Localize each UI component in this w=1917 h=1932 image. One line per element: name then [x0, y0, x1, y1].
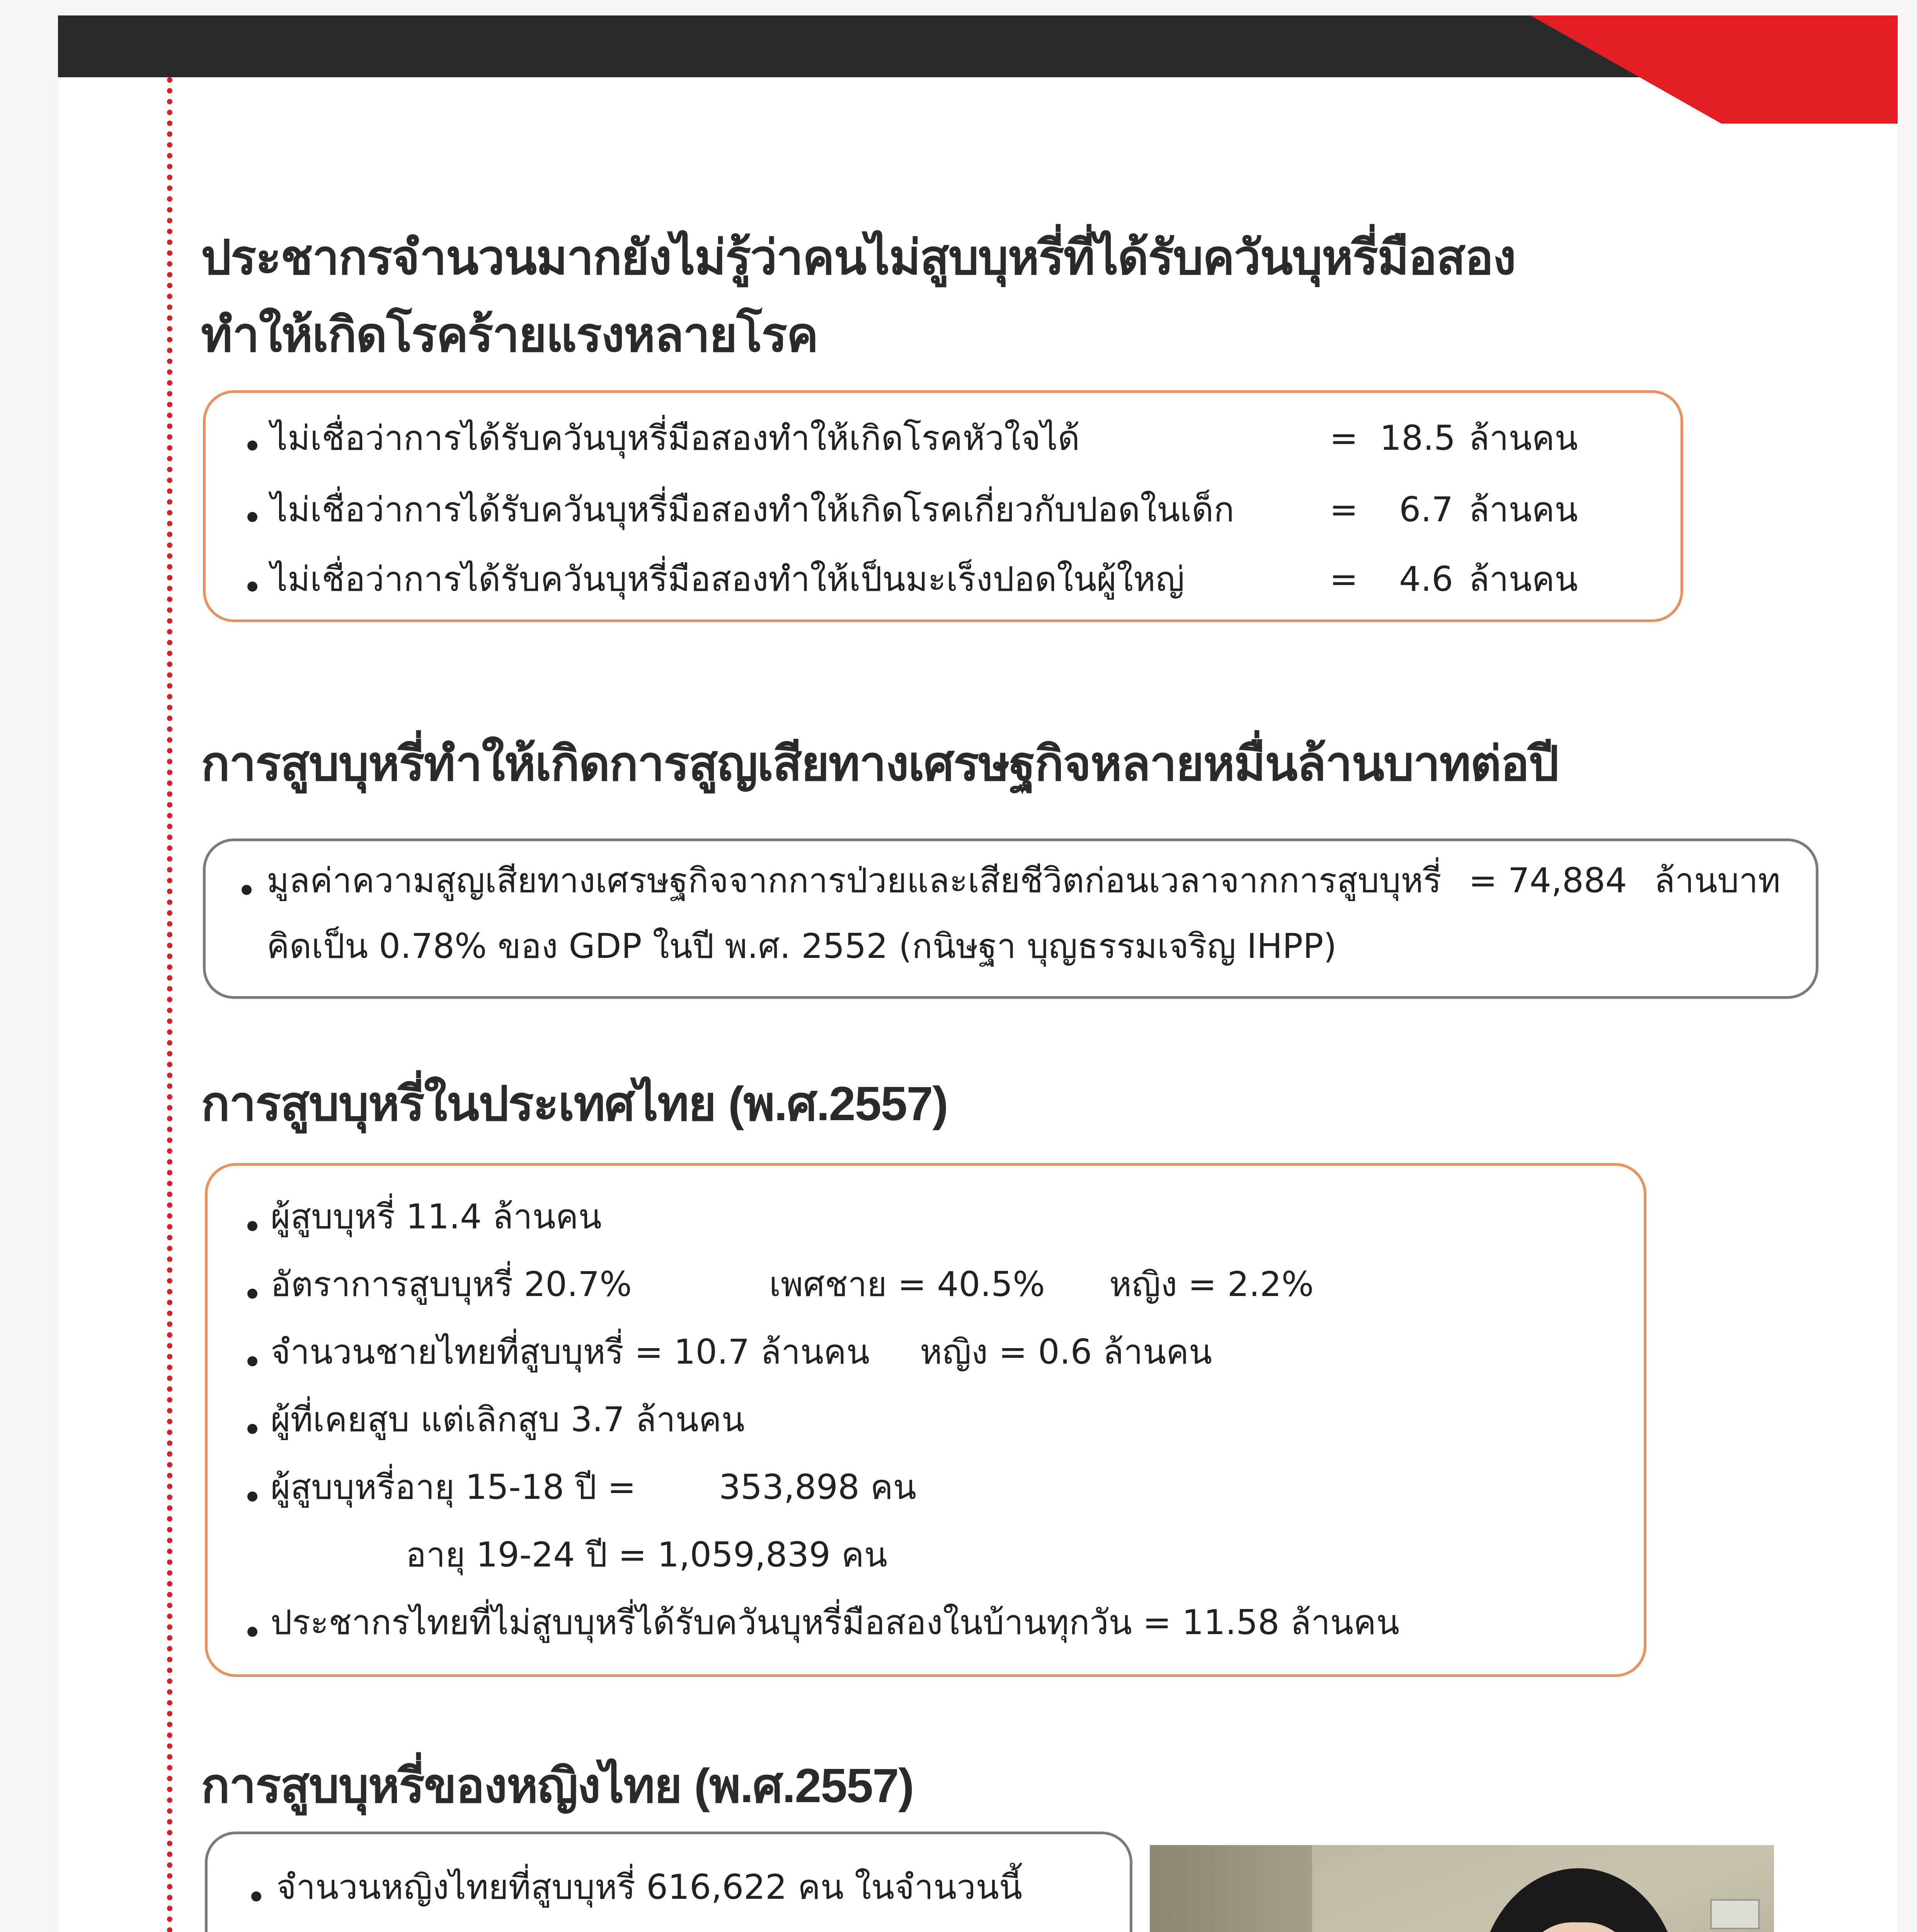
bullet: [247, 1289, 257, 1299]
section1-item-unit: ล้านคน: [1469, 559, 1578, 599]
left-dotted-rule: [167, 77, 172, 1932]
section1-item-value: 18.5: [1380, 418, 1456, 458]
section1-item-value: 4.6: [1399, 559, 1453, 599]
section2-line1-eq: = 74,884: [1469, 861, 1627, 900]
bullet: [247, 1356, 257, 1366]
section1-item-eq: =: [1330, 559, 1358, 599]
age-15-18-value: 353,898 คน: [719, 1467, 916, 1507]
photo-door: [1150, 1845, 1312, 1932]
smoking-rate: อัตราการสูบบุหรี่ 20.7%: [271, 1264, 632, 1304]
section1-heading-line1: ประชากรจำนวนมากยังไม่รู้ว่าคนไม่สูบบุหรี่ที่ได้รับควันบุหรี่มือสอง: [201, 231, 1515, 284]
smoking-woman-photo: [1150, 1845, 1774, 1932]
section2-line1: มูลค่าความสูญเสียทางเศรษฐกิจจากการป่วยและเสียชีวิตก่อนเวลาจากการสูบบุหรี่: [267, 861, 1442, 900]
secondhand-home: ประชากรไทยที่ไม่สูบบุหรี่ได้รับควันบุหรี่มือสองในบ้านทุกวัน = 11.58 ล้านคน: [271, 1602, 1399, 1642]
section1-heading-line2: ทำให้เกิดโรคร้ายแรงหลายโรค: [201, 308, 818, 362]
bullet: [242, 885, 252, 895]
age-15-18-label: ผู้สูบบุหรี่อายุ 15-18 ปี =: [271, 1467, 636, 1507]
smoking-rate-male: เพศชาย = 40.5%: [769, 1264, 1045, 1304]
bullet: [247, 1492, 257, 1502]
section2-heading: การสูบบุหรี่ทำให้เกิดการสูญเสียทางเศรษฐกิจหลายหมื่นล้านบาทต่อปี: [201, 737, 1558, 791]
smokers-total: ผู้สูบบุหรี่ 11.4 ล้านคน: [271, 1197, 602, 1236]
bullet: [247, 1424, 257, 1434]
bullet: [247, 1627, 257, 1637]
age-19-24: อายุ 19-24 ปี = 1,059,839 คน: [406, 1535, 887, 1575]
section3-heading: การสูบบุหรี่ในประเทศไทย (พ.ศ.2557): [201, 1077, 948, 1131]
section1-item-unit: ล้านคน: [1469, 490, 1578, 529]
bullet: [247, 512, 257, 522]
bullet: [251, 1891, 261, 1901]
section2-line2: คิดเป็น 0.78% ของ GDP ในปี พ.ศ. 2552 (กนิษฐา บุญธรรมเจริญ IHPP): [267, 926, 1337, 966]
section1-item-unit: ล้านคน: [1469, 418, 1578, 458]
section1-item-eq: =: [1330, 418, 1358, 458]
section1-item-text: ไม่เชื่อว่าการได้รับควันบุหรี่มือสองทำให้เป็นมะเร็งปอดในผู้ใหญ่: [271, 559, 1185, 599]
smoking-rate-female: หญิง = 2.2%: [1109, 1264, 1314, 1304]
photo-wall-sign: [1710, 1899, 1760, 1929]
section4-line1: จำนวนหญิงไทยที่สูบบุหรี่ 616,622 คน ในจำนวนนี้: [276, 1867, 1023, 1907]
bullet: [247, 582, 257, 592]
section1-item-text: ไม่เชื่อว่าการได้รับควันบุหรี่มือสองทำให้เกิดโรคหัวใจได้: [271, 418, 1080, 458]
smokers-male-count: จำนวนชายไทยที่สูบบุหรี่ = 10.7 ล้านคน: [271, 1332, 870, 1372]
section1-item-eq: =: [1330, 490, 1358, 529]
section2-line1-unit: ล้านบาท: [1654, 861, 1781, 900]
bullet: [247, 1221, 257, 1231]
bullet: [247, 440, 257, 451]
section1-item-value: 6.7: [1399, 490, 1453, 529]
smokers-female-count: หญิง = 0.6 ล้านคน: [920, 1332, 1212, 1372]
quit-smokers: ผู้ที่เคยสูบ แต่เลิกสูบ 3.7 ล้านคน: [271, 1400, 745, 1439]
section1-item-text: ไม่เชื่อว่าการได้รับควันบุหรี่มือสองทำให้เกิดโรคเกี่ยวกับปอดในเด็ก: [271, 490, 1234, 529]
section4-heading: การสูบบุหรี่ของหญิงไทย (พ.ศ.2557): [201, 1759, 914, 1813]
